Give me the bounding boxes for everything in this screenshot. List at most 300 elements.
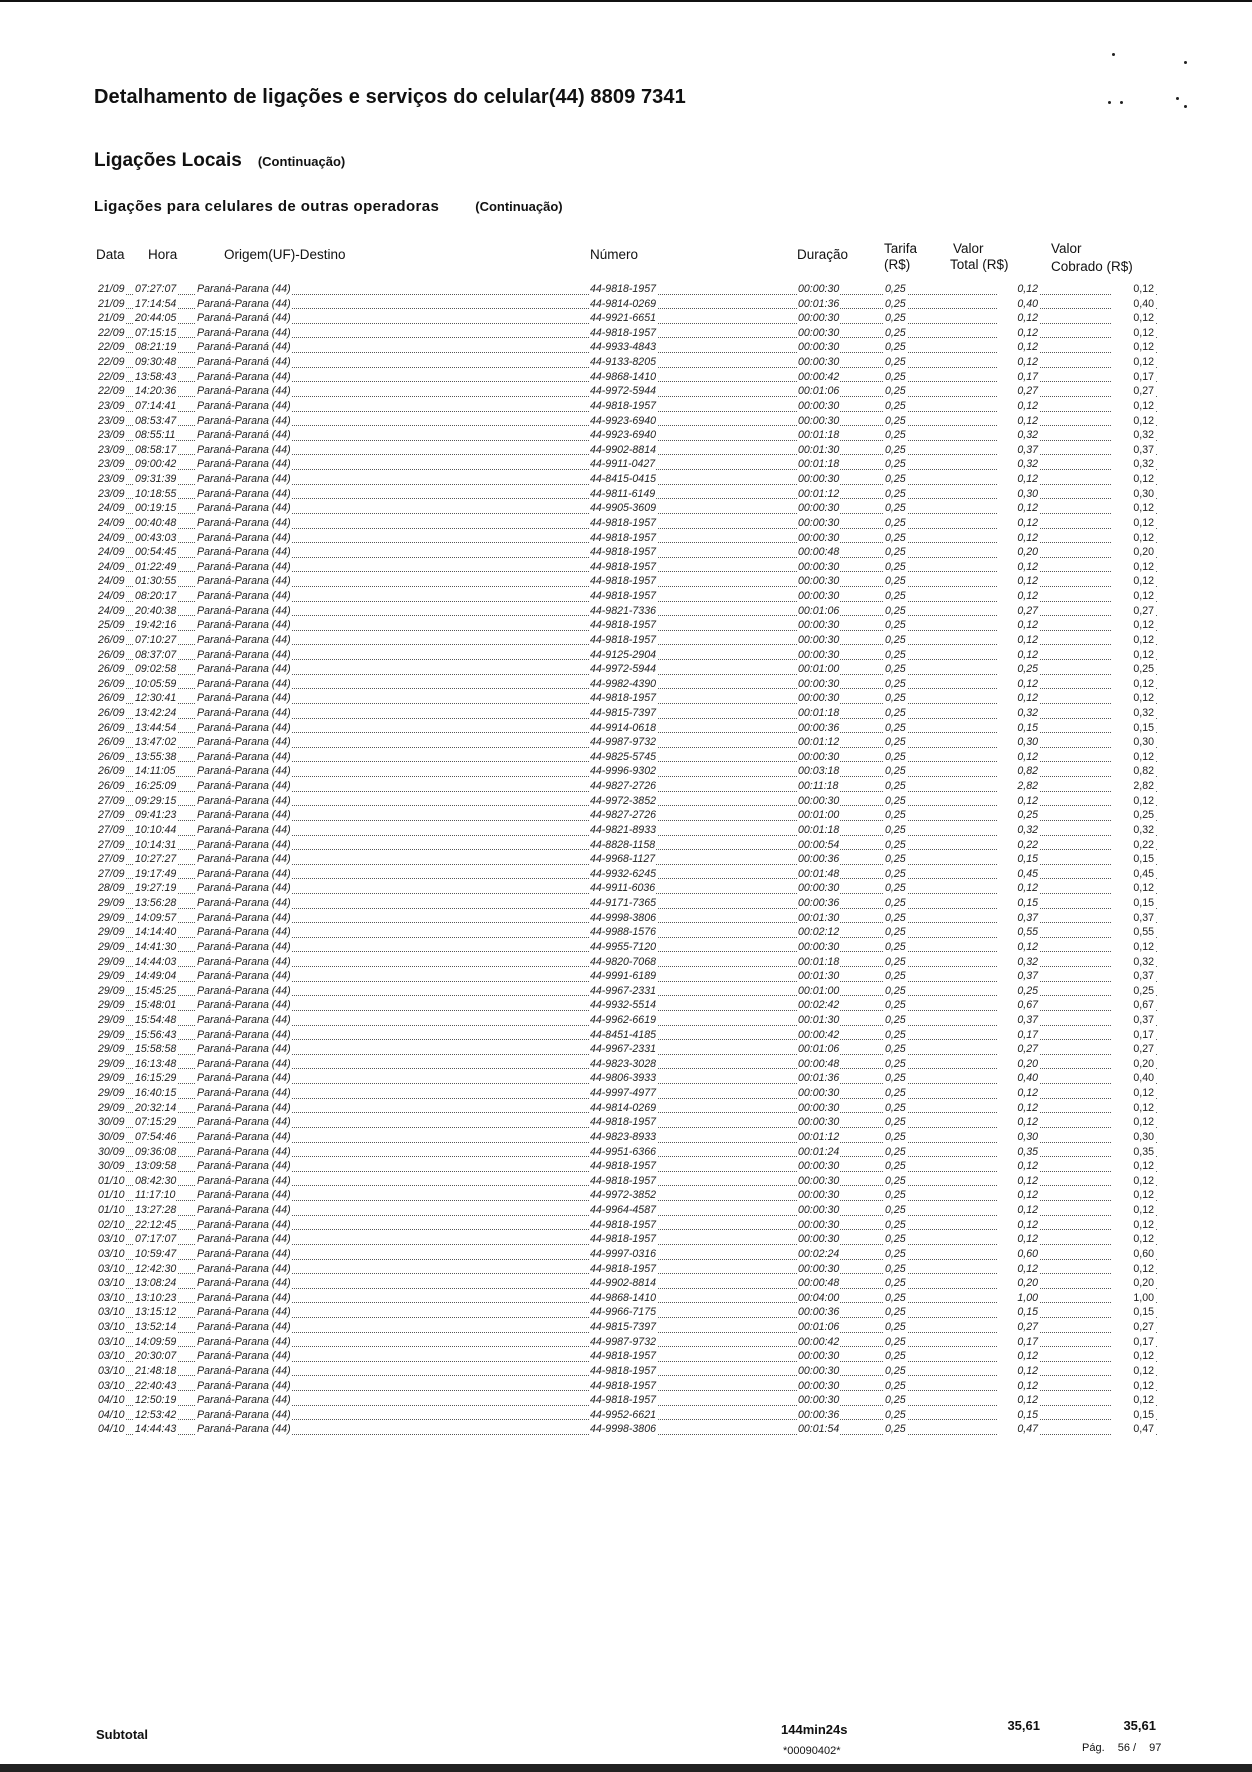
row-time: 16:40:15 bbox=[135, 1087, 177, 1100]
row-origin-destination: Paraná-Paraná (44) bbox=[197, 429, 291, 442]
row-total: 0,12 bbox=[997, 1349, 1039, 1363]
row-rate: 0,25 bbox=[885, 633, 906, 646]
row-number: 44-9818-1957 bbox=[590, 590, 656, 603]
row-total: 0,32 bbox=[997, 706, 1039, 720]
row-charged: 0,20 bbox=[1111, 545, 1155, 559]
row-date: 23/09 bbox=[98, 458, 125, 471]
row-number: 44-9996-9302 bbox=[590, 765, 656, 778]
row-rate: 0,25 bbox=[885, 516, 906, 529]
row-origin-destination: Paraná-Parana (44) bbox=[197, 1087, 291, 1100]
row-number: 44-9968-1127 bbox=[590, 853, 656, 866]
row-time: 10:05:59 bbox=[135, 677, 177, 690]
row-total: 0,37 bbox=[997, 443, 1039, 457]
row-origin-destination: Paraná-Parana (44) bbox=[197, 706, 291, 719]
row-time: 13:52:14 bbox=[135, 1321, 177, 1334]
row-rate: 0,25 bbox=[885, 414, 906, 427]
row-date: 24/09 bbox=[98, 516, 125, 529]
row-duration: 00:00:48 bbox=[798, 1057, 840, 1070]
page-title: Detalhamento de ligações e serviços do celular(44) 8809 7341 bbox=[94, 86, 686, 108]
row-charged: 0,12 bbox=[1111, 1086, 1155, 1100]
row-duration: 00:00:30 bbox=[798, 356, 840, 369]
table-row bbox=[97, 1262, 1157, 1277]
row-origin-destination: Paraná-Parana (44) bbox=[197, 1028, 291, 1041]
row-total: 0,17 bbox=[997, 370, 1039, 384]
row-date: 26/09 bbox=[98, 750, 125, 763]
row-origin-destination: Paraná-Parana (44) bbox=[197, 546, 291, 559]
row-time: 20:40:38 bbox=[135, 604, 177, 617]
row-origin-destination: Paraná-Parana (44) bbox=[197, 926, 291, 939]
row-total: 0,30 bbox=[997, 1130, 1039, 1144]
table-row bbox=[97, 1188, 1157, 1203]
row-date: 30/09 bbox=[98, 1130, 125, 1143]
row-date: 29/09 bbox=[98, 897, 125, 910]
table-row bbox=[97, 1071, 1157, 1086]
row-origin-destination: Paraná-Parana (44) bbox=[197, 531, 291, 544]
row-date: 29/09 bbox=[98, 1043, 125, 1056]
row-duration: 00:00:30 bbox=[798, 940, 840, 953]
row-charged: 0,12 bbox=[1111, 881, 1155, 895]
row-duration: 00:00:30 bbox=[798, 283, 840, 295]
row-date: 29/09 bbox=[98, 984, 125, 997]
row-duration: 00:00:30 bbox=[798, 1189, 840, 1202]
table-row bbox=[97, 1408, 1157, 1423]
row-charged: 0,82 bbox=[1111, 764, 1155, 778]
row-time: 13:58:43 bbox=[135, 370, 177, 383]
row-time: 09:02:58 bbox=[135, 663, 177, 676]
row-total: 0,12 bbox=[997, 794, 1039, 808]
row-origin-destination: Paraná-Parana (44) bbox=[197, 399, 291, 412]
row-date: 22/09 bbox=[98, 370, 125, 383]
subtotal-duration: 144min24s bbox=[781, 1722, 848, 1737]
row-total: 0,12 bbox=[997, 589, 1039, 603]
table-row bbox=[97, 1042, 1157, 1057]
row-rate: 0,25 bbox=[885, 1145, 906, 1158]
row-charged: 0,35 bbox=[1111, 1145, 1155, 1159]
row-origin-destination: Paraná-Parana (44) bbox=[197, 882, 291, 895]
row-origin-destination: Paraná-Parana (44) bbox=[197, 1277, 291, 1290]
row-origin-destination: Paraná-Parana (44) bbox=[197, 1306, 291, 1319]
row-total: 0,82 bbox=[997, 764, 1039, 778]
row-charged: 0,12 bbox=[1111, 1364, 1155, 1378]
row-time: 09:31:39 bbox=[135, 473, 177, 486]
table-row bbox=[97, 1086, 1157, 1101]
row-rate: 0,25 bbox=[885, 560, 906, 573]
table-row bbox=[97, 384, 1157, 399]
table-row bbox=[97, 896, 1157, 911]
row-number: 44-9818-1957 bbox=[590, 1364, 656, 1377]
row-date: 29/09 bbox=[98, 911, 125, 924]
row-number: 44-9815-7397 bbox=[590, 706, 656, 719]
row-rate: 0,25 bbox=[885, 1189, 906, 1202]
row-duration: 00:01:06 bbox=[798, 385, 840, 398]
row-origin-destination: Paraná-Parana (44) bbox=[197, 677, 291, 690]
row-number: 44-9815-7397 bbox=[590, 1321, 656, 1334]
row-rate: 0,25 bbox=[885, 575, 906, 588]
row-number: 44-9818-1957 bbox=[590, 1218, 656, 1231]
table-row bbox=[97, 1364, 1157, 1379]
row-duration: 00:01:06 bbox=[798, 604, 840, 617]
row-total: 0,12 bbox=[997, 1188, 1039, 1202]
row-total: 0,12 bbox=[997, 1115, 1039, 1129]
row-total: 0,30 bbox=[997, 487, 1039, 501]
row-time: 16:13:48 bbox=[135, 1057, 177, 1070]
row-charged: 0,22 bbox=[1111, 838, 1155, 852]
table-row bbox=[97, 750, 1157, 765]
row-total: 0,12 bbox=[997, 1174, 1039, 1188]
row-total: 0,12 bbox=[997, 1364, 1039, 1378]
section-continuation: (Continuação) bbox=[257, 154, 346, 169]
row-origin-destination: Paraná-Parana (44) bbox=[197, 1233, 291, 1246]
row-total: 0,12 bbox=[997, 1379, 1039, 1393]
row-rate: 0,25 bbox=[885, 838, 906, 851]
row-date: 03/10 bbox=[98, 1379, 125, 1392]
row-charged: 0,15 bbox=[1111, 1408, 1155, 1422]
row-time: 16:15:29 bbox=[135, 1072, 177, 1085]
row-time: 20:44:05 bbox=[135, 312, 177, 325]
row-date: 04/10 bbox=[98, 1408, 125, 1421]
row-total: 0,12 bbox=[997, 750, 1039, 764]
row-duration: 00:02:24 bbox=[798, 1247, 840, 1260]
row-time: 14:49:04 bbox=[135, 970, 177, 983]
column-headers bbox=[0, 240, 1252, 280]
row-date: 24/09 bbox=[98, 575, 125, 588]
row-duration: 00:01:36 bbox=[798, 1072, 840, 1085]
row-total: 0,32 bbox=[997, 955, 1039, 969]
table-row bbox=[97, 414, 1157, 429]
row-date: 02/10 bbox=[98, 1218, 125, 1231]
table-row bbox=[97, 779, 1157, 794]
row-number: 44-9967-2331 bbox=[590, 984, 656, 997]
row-duration: 00:01:54 bbox=[798, 1423, 840, 1436]
row-rate: 0,25 bbox=[885, 926, 906, 939]
row-duration: 00:00:30 bbox=[798, 677, 840, 690]
row-time: 22:12:45 bbox=[135, 1218, 177, 1231]
row-rate: 0,25 bbox=[885, 297, 906, 310]
row-origin-destination: Paraná-Parana (44) bbox=[197, 1247, 291, 1260]
table-row bbox=[97, 911, 1157, 926]
row-number: 44-9818-1957 bbox=[590, 1116, 656, 1129]
row-duration: 00:00:36 bbox=[798, 897, 840, 910]
row-origin-destination: Paraná-Parana (44) bbox=[197, 283, 291, 295]
row-duration: 00:00:30 bbox=[798, 882, 840, 895]
row-time: 14:41:30 bbox=[135, 940, 177, 953]
table-row bbox=[97, 311, 1157, 326]
row-duration: 00:01:18 bbox=[798, 458, 840, 471]
row-rate: 0,25 bbox=[885, 1130, 906, 1143]
row-total: 0,12 bbox=[997, 881, 1039, 895]
table-row bbox=[97, 955, 1157, 970]
row-rate: 0,25 bbox=[885, 999, 906, 1012]
row-origin-destination: Paraná-Parana (44) bbox=[197, 473, 291, 486]
row-number: 44-9818-1957 bbox=[590, 633, 656, 646]
row-origin-destination: Paraná-Parana (44) bbox=[197, 1364, 291, 1377]
row-time: 13:10:23 bbox=[135, 1291, 177, 1304]
row-origin-destination: Paraná-Parana (44) bbox=[197, 897, 291, 910]
row-date: 23/09 bbox=[98, 487, 125, 500]
row-origin-destination: Paraná-Parana (44) bbox=[197, 999, 291, 1012]
row-number: 44-9818-1957 bbox=[590, 1379, 656, 1392]
row-duration: 00:00:30 bbox=[798, 1233, 840, 1246]
row-duration: 00:01:12 bbox=[798, 736, 840, 749]
row-rate: 0,25 bbox=[885, 1247, 906, 1260]
row-time: 01:30:55 bbox=[135, 575, 177, 588]
row-charged: 0,12 bbox=[1111, 618, 1155, 632]
row-number: 44-9171-7365 bbox=[590, 897, 656, 910]
row-duration: 00:01:24 bbox=[798, 1145, 840, 1158]
table-row bbox=[97, 589, 1157, 604]
scan-specks bbox=[1080, 45, 1220, 125]
table-row bbox=[97, 574, 1157, 589]
row-charged: 0,12 bbox=[1111, 940, 1155, 954]
page-number bbox=[1082, 1742, 1161, 1754]
row-duration: 00:00:30 bbox=[798, 1087, 840, 1100]
col-header-valor-cobrado-unit: Cobrado (R$) bbox=[1051, 259, 1133, 274]
row-number: 44-9997-4977 bbox=[590, 1087, 656, 1100]
row-number: 44-9987-9732 bbox=[590, 736, 656, 749]
row-total: 0,12 bbox=[997, 311, 1039, 325]
row-rate: 0,25 bbox=[885, 1379, 906, 1392]
row-rate: 0,25 bbox=[885, 1204, 906, 1217]
row-charged: 0,12 bbox=[1111, 677, 1155, 691]
row-total: 0,20 bbox=[997, 1057, 1039, 1071]
row-time: 07:17:07 bbox=[135, 1233, 177, 1246]
row-rate: 0,25 bbox=[885, 1072, 906, 1085]
row-charged: 0,30 bbox=[1111, 1130, 1155, 1144]
row-origin-destination: Paraná-Parana (44) bbox=[197, 721, 291, 734]
table-row bbox=[97, 1028, 1157, 1043]
row-duration: 00:00:48 bbox=[798, 1277, 840, 1290]
row-rate: 0,25 bbox=[885, 692, 906, 705]
row-time: 10:14:31 bbox=[135, 838, 177, 851]
row-duration: 00:00:36 bbox=[798, 1306, 840, 1319]
row-origin-destination: Paraná-Parana (44) bbox=[197, 590, 291, 603]
row-time: 07:15:29 bbox=[135, 1116, 177, 1129]
row-charged: 0,37 bbox=[1111, 1013, 1155, 1027]
row-rate: 0,25 bbox=[885, 897, 906, 910]
table-row bbox=[97, 604, 1157, 619]
row-origin-destination: Paraná-Parana (44) bbox=[197, 326, 291, 339]
row-origin-destination: Paraná-Parana (44) bbox=[197, 1218, 291, 1231]
row-duration: 00:00:30 bbox=[798, 560, 840, 573]
row-rate: 0,25 bbox=[885, 882, 906, 895]
row-number: 44-9818-1957 bbox=[590, 692, 656, 705]
row-number: 44-9988-1576 bbox=[590, 926, 656, 939]
row-charged: 0,12 bbox=[1111, 1159, 1155, 1173]
row-duration: 00:01:00 bbox=[798, 663, 840, 676]
col-header-hora: Hora bbox=[148, 247, 178, 262]
row-time: 14:14:40 bbox=[135, 926, 177, 939]
row-charged: 0,40 bbox=[1111, 1071, 1155, 1085]
row-charged: 0,25 bbox=[1111, 808, 1155, 822]
row-number: 44-9821-7336 bbox=[590, 604, 656, 617]
page-current: 56 bbox=[1117, 1742, 1130, 1754]
row-origin-destination: Paraná-Parana (44) bbox=[197, 1116, 291, 1129]
row-duration: 00:00:42 bbox=[798, 370, 840, 383]
top-border bbox=[0, 0, 1252, 2]
table-row bbox=[97, 823, 1157, 838]
row-total: 0,17 bbox=[997, 1028, 1039, 1042]
table-row bbox=[97, 1101, 1157, 1116]
row-rate: 0,25 bbox=[885, 721, 906, 734]
row-time: 07:14:41 bbox=[135, 399, 177, 412]
row-rate: 0,25 bbox=[885, 1335, 906, 1348]
row-rate: 0,25 bbox=[885, 1174, 906, 1187]
row-date: 27/09 bbox=[98, 823, 125, 836]
row-duration: 00:00:30 bbox=[798, 648, 840, 661]
row-date: 21/09 bbox=[98, 312, 125, 325]
row-origin-destination: Paraná-Parana (44) bbox=[197, 663, 291, 676]
row-charged: 0,15 bbox=[1111, 852, 1155, 866]
section-title bbox=[94, 150, 345, 172]
row-number: 44-9932-5514 bbox=[590, 999, 656, 1012]
row-time: 09:29:15 bbox=[135, 794, 177, 807]
table-row bbox=[97, 355, 1157, 370]
row-total: 0,32 bbox=[997, 823, 1039, 837]
row-number: 44-9820-7068 bbox=[590, 955, 656, 968]
table-row bbox=[97, 399, 1157, 414]
row-number: 44-9966-7175 bbox=[590, 1306, 656, 1319]
row-number: 44-9972-3852 bbox=[590, 794, 656, 807]
row-time: 13:08:24 bbox=[135, 1277, 177, 1290]
row-origin-destination: Paraná-Parana (44) bbox=[197, 516, 291, 529]
row-time: 07:54:46 bbox=[135, 1130, 177, 1143]
row-total: 0,12 bbox=[997, 340, 1039, 354]
table-row bbox=[97, 1422, 1157, 1437]
table-row bbox=[97, 531, 1157, 546]
row-charged: 0,12 bbox=[1111, 340, 1155, 354]
row-charged: 0,45 bbox=[1111, 867, 1155, 881]
row-total: 0,27 bbox=[997, 1320, 1039, 1334]
row-total: 0,12 bbox=[997, 282, 1039, 296]
row-rate: 0,25 bbox=[885, 1218, 906, 1231]
table-row bbox=[97, 838, 1157, 853]
table-row bbox=[97, 984, 1157, 999]
row-duration: 00:01:18 bbox=[798, 706, 840, 719]
subtotal-total: 35,61 bbox=[1007, 1718, 1040, 1733]
table-row bbox=[97, 560, 1157, 575]
row-total: 0,12 bbox=[997, 1086, 1039, 1100]
row-time: 09:00:42 bbox=[135, 458, 177, 471]
row-date: 03/10 bbox=[98, 1350, 125, 1363]
row-rate: 0,25 bbox=[885, 473, 906, 486]
col-header-duracao: Duração bbox=[797, 247, 849, 262]
table-row bbox=[97, 326, 1157, 341]
row-time: 20:32:14 bbox=[135, 1101, 177, 1114]
row-date: 22/09 bbox=[98, 326, 125, 339]
row-rate: 0,25 bbox=[885, 706, 906, 719]
row-duration: 00:00:36 bbox=[798, 721, 840, 734]
row-number: 44-9964-4587 bbox=[590, 1204, 656, 1217]
row-total: 0,30 bbox=[997, 735, 1039, 749]
row-duration: 00:02:12 bbox=[798, 926, 840, 939]
row-number: 44-9921-6651 bbox=[590, 312, 656, 325]
row-duration: 00:01:30 bbox=[798, 911, 840, 924]
row-charged: 0,12 bbox=[1111, 282, 1155, 296]
row-duration: 00:00:30 bbox=[798, 1116, 840, 1129]
row-charged: 0,17 bbox=[1111, 1028, 1155, 1042]
row-charged: 0,20 bbox=[1111, 1276, 1155, 1290]
table-row bbox=[97, 721, 1157, 736]
row-total: 0,12 bbox=[997, 618, 1039, 632]
row-duration: 00:01:00 bbox=[798, 984, 840, 997]
row-charged: 0,12 bbox=[1111, 501, 1155, 515]
row-origin-destination: Paraná-Parana (44) bbox=[197, 1057, 291, 1070]
table-row bbox=[97, 545, 1157, 560]
row-number: 44-9811-6149 bbox=[590, 487, 656, 500]
row-total: 0,12 bbox=[997, 677, 1039, 691]
row-origin-destination: Paraná-Parana (44) bbox=[197, 911, 291, 924]
row-date: 29/09 bbox=[98, 1101, 125, 1114]
row-number: 44-9825-5745 bbox=[590, 750, 656, 763]
row-total: 0,12 bbox=[997, 1203, 1039, 1217]
row-time: 09:30:48 bbox=[135, 356, 177, 369]
row-time: 10:27:27 bbox=[135, 853, 177, 866]
row-duration: 00:00:30 bbox=[798, 1262, 840, 1275]
row-origin-destination: Paraná-Parana (44) bbox=[197, 487, 291, 500]
row-charged: 0,12 bbox=[1111, 633, 1155, 647]
row-number: 44-9982-4390 bbox=[590, 677, 656, 690]
row-origin-destination: Paraná-Paraná (44) bbox=[197, 341, 291, 354]
row-duration: 00:02:42 bbox=[798, 999, 840, 1012]
row-date: 24/09 bbox=[98, 531, 125, 544]
row-date: 26/09 bbox=[98, 706, 125, 719]
row-charged: 0,12 bbox=[1111, 691, 1155, 705]
row-origin-destination: Paraná-Parana (44) bbox=[197, 1335, 291, 1348]
row-rate: 0,25 bbox=[885, 1350, 906, 1363]
table-row bbox=[97, 1335, 1157, 1350]
row-origin-destination: Paraná-Parana (44) bbox=[197, 443, 291, 456]
row-date: 26/09 bbox=[98, 721, 125, 734]
row-duration: 00:00:30 bbox=[798, 516, 840, 529]
table-row bbox=[97, 1305, 1157, 1320]
row-origin-destination: Paraná-Parana (44) bbox=[197, 385, 291, 398]
row-rate: 0,25 bbox=[885, 385, 906, 398]
row-date: 01/10 bbox=[98, 1204, 125, 1217]
row-origin-destination: Paraná-Parana (44) bbox=[197, 794, 291, 807]
row-rate: 0,25 bbox=[885, 1057, 906, 1070]
row-time: 10:10:44 bbox=[135, 823, 177, 836]
row-charged: 2,82 bbox=[1111, 779, 1155, 793]
row-total: 0,12 bbox=[997, 1393, 1039, 1407]
row-number: 44-9923-6940 bbox=[590, 414, 656, 427]
row-time: 13:42:24 bbox=[135, 706, 177, 719]
row-charged: 0,12 bbox=[1111, 1101, 1155, 1115]
row-number: 44-9818-1957 bbox=[590, 1394, 656, 1407]
row-rate: 0,25 bbox=[885, 1160, 906, 1173]
table-row bbox=[97, 735, 1157, 750]
row-charged: 0,12 bbox=[1111, 355, 1155, 369]
table-row bbox=[97, 1145, 1157, 1160]
row-rate: 0,25 bbox=[885, 970, 906, 983]
row-rate: 0,25 bbox=[885, 911, 906, 924]
row-number: 44-9827-2726 bbox=[590, 780, 656, 793]
row-charged: 0,12 bbox=[1111, 472, 1155, 486]
row-total: 0,12 bbox=[997, 574, 1039, 588]
row-number: 44-9998-3806 bbox=[590, 911, 656, 924]
row-charged: 0,25 bbox=[1111, 984, 1155, 998]
row-origin-destination: Paraná-Parana (44) bbox=[197, 1423, 291, 1436]
row-origin-destination: Paraná-Parana (44) bbox=[197, 984, 291, 997]
row-rate: 0,25 bbox=[885, 458, 906, 471]
row-total: 0,27 bbox=[997, 384, 1039, 398]
row-date: 26/09 bbox=[98, 648, 125, 661]
row-time: 19:42:16 bbox=[135, 619, 177, 632]
row-date: 03/10 bbox=[98, 1335, 125, 1348]
row-rate: 0,25 bbox=[885, 1277, 906, 1290]
row-origin-destination: Paraná-Parana (44) bbox=[197, 502, 291, 515]
row-origin-destination: Paraná-Parana (44) bbox=[197, 970, 291, 983]
row-rate: 0,25 bbox=[885, 604, 906, 617]
